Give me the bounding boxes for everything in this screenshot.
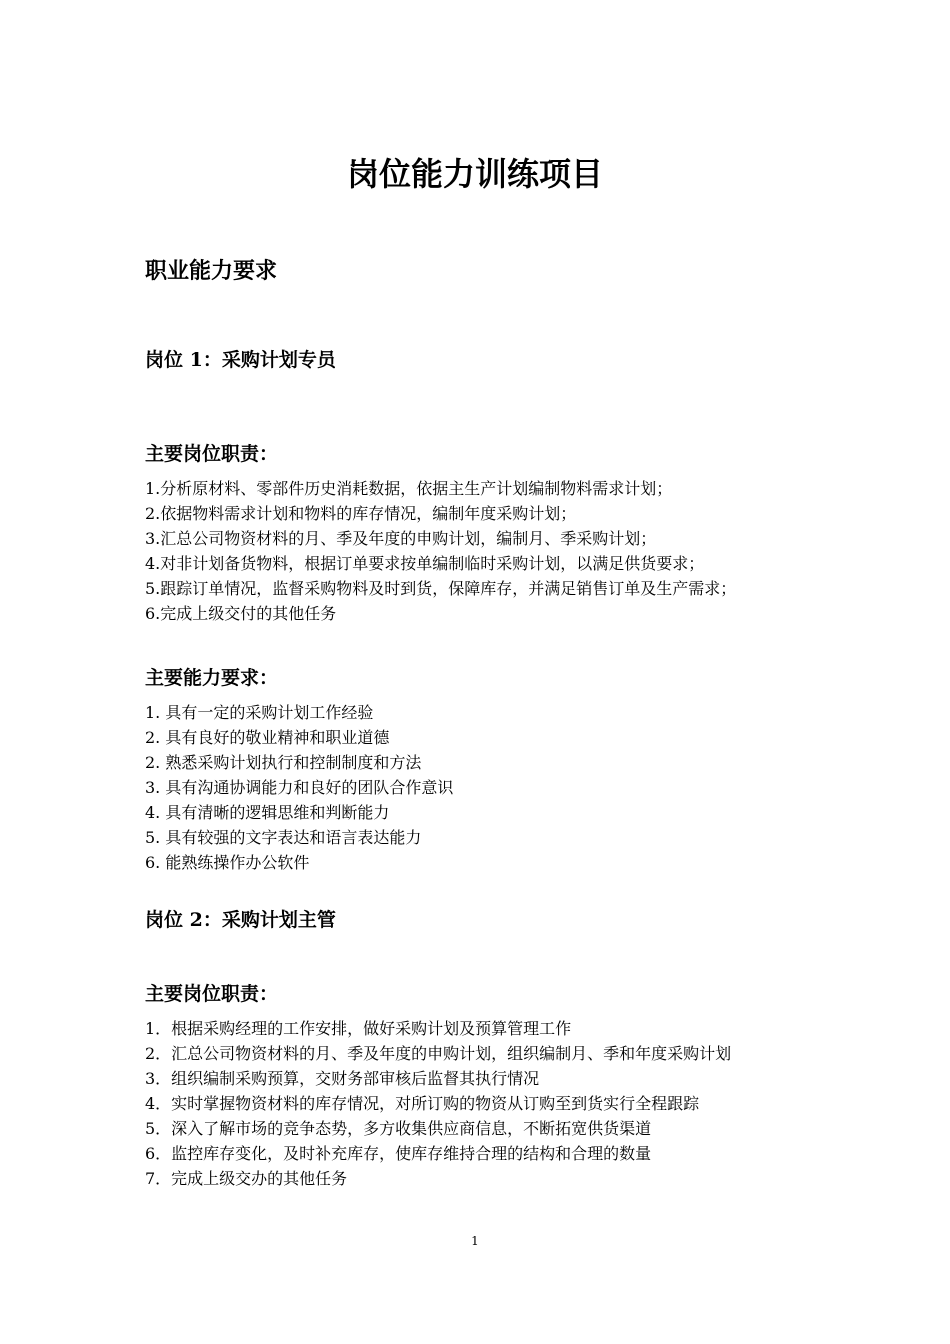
page-title: 岗位能力训练项目 (346, 155, 603, 193)
list-item: 2. 具有良好的敬业精神和职业道德 (145, 728, 390, 747)
position2-duties-heading: 主要岗位职责： (145, 983, 279, 1005)
position2-duties-list (145, 1016, 810, 1191)
list-item: 3.汇总公司物资材料的月、季及年度的申购计划，编制月、季采购计划； (145, 529, 657, 548)
position1-duties-section (145, 440, 810, 626)
list-item: 1.分析原材料、零部件历史消耗数据，依据主生产计划编制物料需求计划； (145, 479, 673, 498)
position1-abilities-section (145, 664, 810, 875)
position2-section (145, 906, 810, 934)
position1-duties-heading: 主要岗位职责： (145, 443, 279, 465)
list-item: 6．监控库存变化，及时补充库存，使库存维持合理的结构和合理的数量 (145, 1144, 652, 1163)
list-item: 6.完成上级交付的其他任务 (145, 604, 337, 623)
list-item: 5. 具有较强的文字表达和语言表达能力 (145, 828, 422, 847)
page-number: 1 (471, 1234, 479, 1248)
list-item: 2.依据物料需求计划和物料的库存情况，编制年度采购计划； (145, 504, 577, 523)
list-item: 4．实时掌握物资材料的库存情况，对所订购的物资从订购至到货实行全程跟踪 (145, 1094, 700, 1113)
list-item: 6. 能熟练操作办公软件 (145, 853, 310, 872)
list-item: 2．汇总公司物资材料的月、季及年度的申购计划，组织编制月、季和年度采购计划 (145, 1044, 732, 1063)
list-item: 4.对非计划备货物料，根据订单要求按单编制临时采购计划，以满足供货要求； (145, 554, 705, 573)
list-item: 1. 具有一定的采购计划工作经验 (145, 703, 374, 722)
list-item: 1．根据采购经理的工作安排，做好采购计划及预算管理工作 (145, 1019, 572, 1038)
list-item: 7．完成上级交办的其他任务 (145, 1169, 348, 1188)
list-item: 4. 具有清晰的逻辑思维和判断能力 (145, 803, 390, 822)
position1-duties-list (145, 476, 810, 626)
list-item: 5.跟踪订单情况，监督采购物料及时到货，保障库存，并满足销售订单及生产需求； (145, 579, 737, 598)
list-item: 2. 熟悉采购计划执行和控制制度和方法 (145, 753, 422, 772)
position1-section (145, 346, 810, 374)
position1-abilities-list (145, 700, 810, 875)
position2-duties-section (145, 980, 810, 1191)
section-heading: 职业能力要求 (145, 259, 278, 284)
list-item: 3．组织编制采购预算，交财务部审核后监督其执行情况 (145, 1069, 540, 1088)
position1-heading: 岗位 1：采购计划专员 (145, 349, 336, 371)
position2-heading: 岗位 2：采购计划主管 (145, 909, 336, 931)
list-item: 3. 具有沟通协调能力和良好的团队合作意识 (145, 778, 454, 797)
position1-abilities-heading: 主要能力要求： (145, 667, 279, 689)
list-item: 5．深入了解市场的竞争态势，多方收集供应商信息，不断拓宽供货渠道 (145, 1119, 652, 1138)
